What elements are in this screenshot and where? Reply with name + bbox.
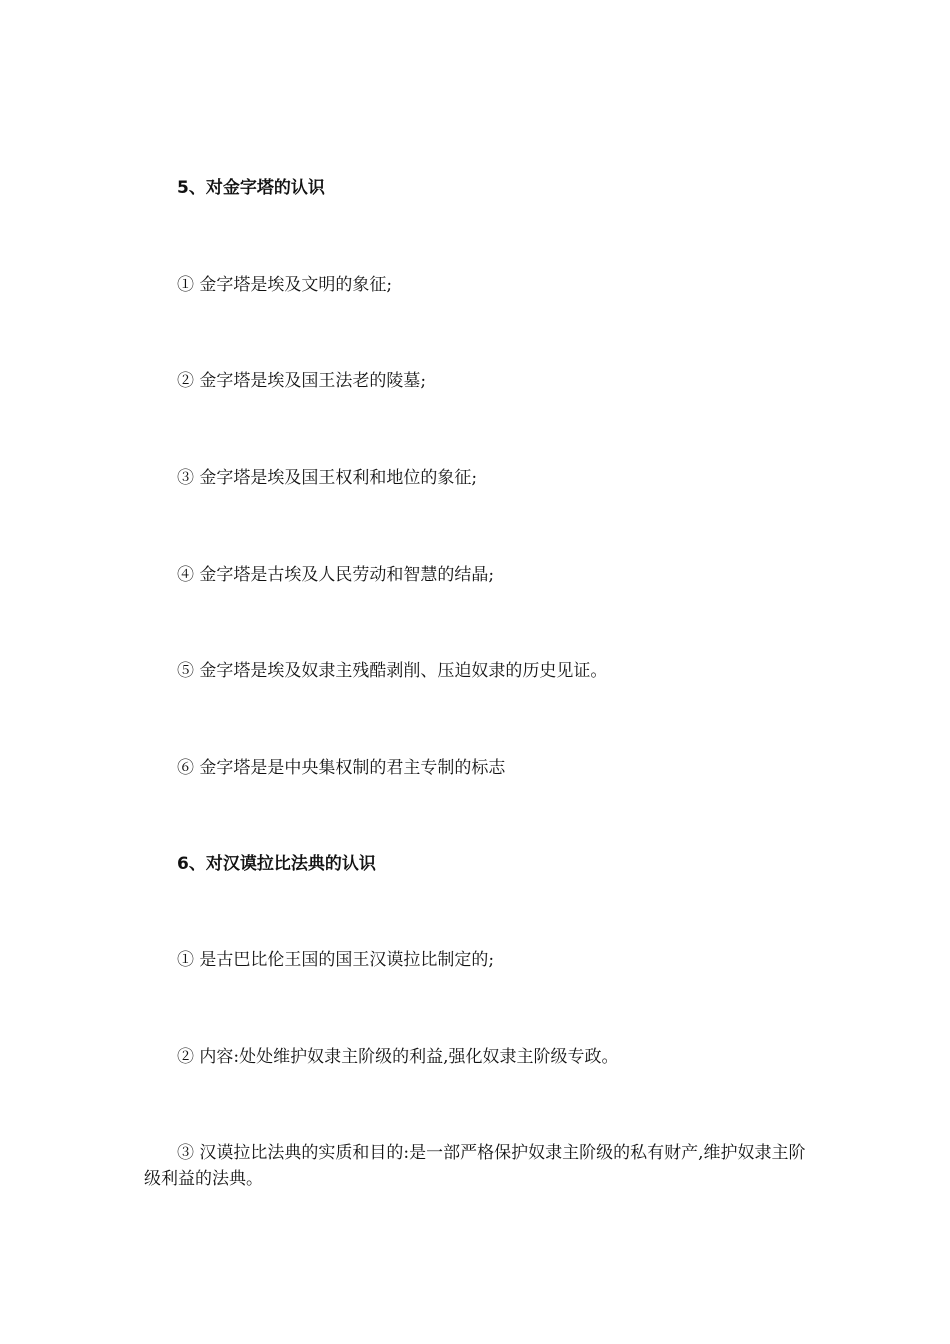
- section-5-item-4: ④ 金字塔是古埃及人民劳动和智慧的结晶;: [177, 565, 495, 585]
- section-5-item-2: ② 金字塔是埃及国王法老的陵墓;: [177, 371, 427, 391]
- section-5-item-1: ① 金字塔是埃及文明的象征;: [177, 275, 393, 295]
- section-5-item-5: ⑤ 金字塔是埃及奴隶主残酷剥削、压迫奴隶的历史见证。: [177, 661, 608, 681]
- section-5-item-3: ③ 金字塔是埃及国王权利和地位的象征;: [177, 468, 478, 488]
- section-5-heading: 5、对金字塔的认识: [177, 178, 325, 198]
- section-6-item-2: ② 内容:处处维护奴隶主阶级的利益,强化奴隶主阶级专政。: [177, 1047, 619, 1067]
- section-5-item-6: ⑥ 金字塔是是中央集权制的君主专制的标志: [177, 758, 506, 778]
- section-6-item-3: ③ 汉谟拉比法典的实质和目的:是一部严格保护奴隶主阶级的私有财产,维护奴隶主阶级利益的法典。: [144, 1143, 806, 1189]
- section-6-item-1: ① 是古巴比伦王国的国王汉谟拉比制定的;: [177, 950, 495, 970]
- section-6-heading: 6、对汉谟拉比法典的认识: [177, 854, 376, 874]
